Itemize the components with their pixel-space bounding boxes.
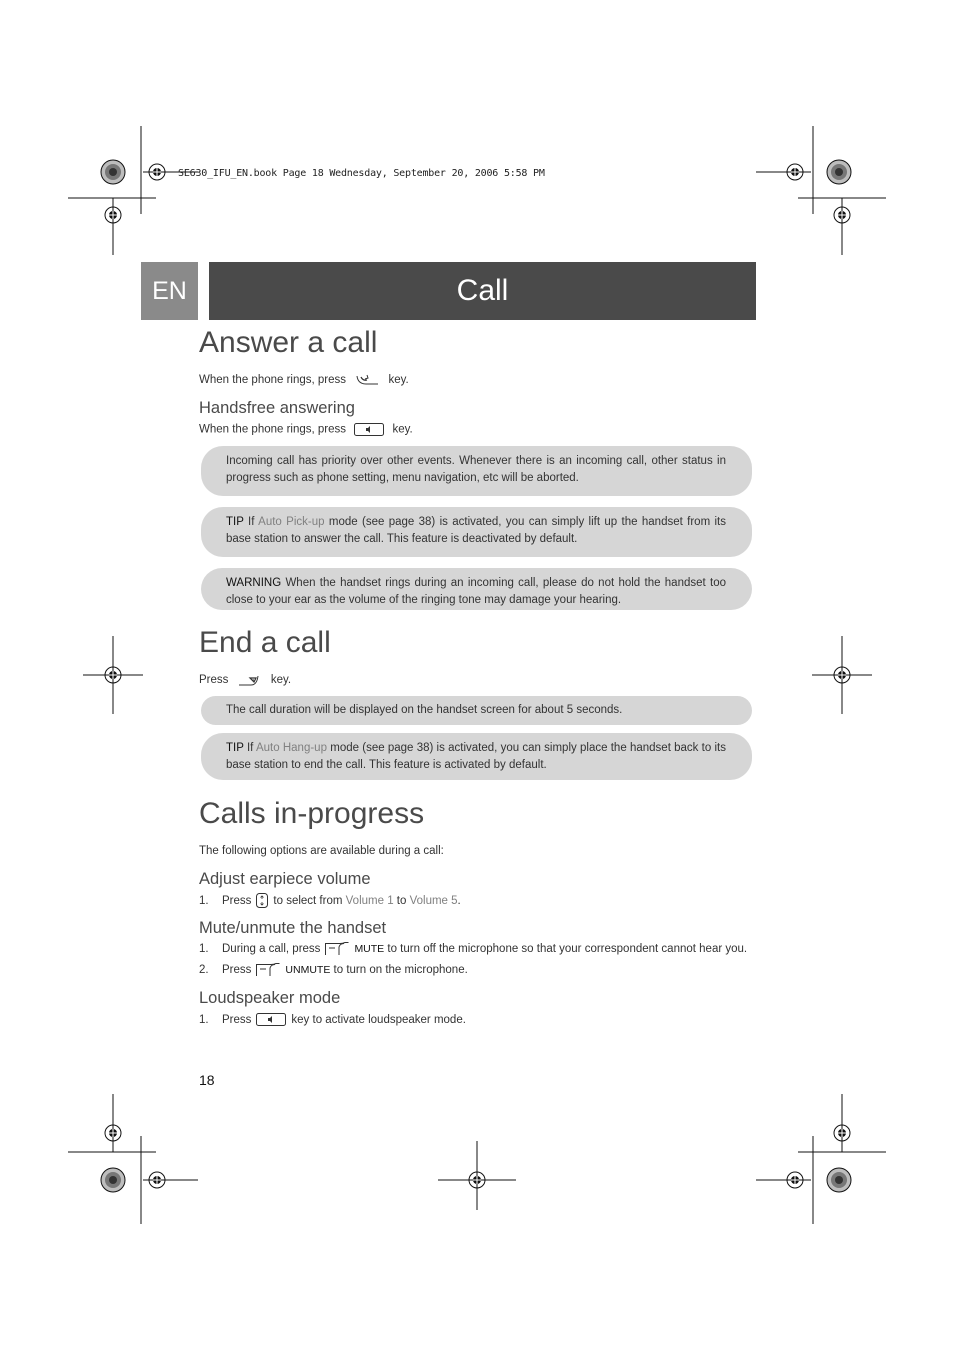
softkey-icon xyxy=(256,963,280,977)
auto-hangup-tip: TIP If Auto Hang-up mode (see page 38) is activated, you can simply place the handset back to its base station to end the call. This feature is activated by default. xyxy=(201,733,752,780)
mute-step-2: 2. Press UNMUTE to turn on the microphone. xyxy=(199,964,468,976)
progress-intro: The following options are available during a call: xyxy=(199,845,444,857)
ringing-warning: WARNING When the handset rings during an incoming call, please do not hold the handset too close to your ear as the volume of the ringing tone may damage your hearing. xyxy=(201,568,752,610)
print-slug: SE630_IFU_EN.book Page 18 Wednesday, September 20, 2006 5:58 PM xyxy=(178,168,545,179)
page-number: 18 xyxy=(199,1072,215,1088)
end-section-title: End a call xyxy=(199,626,331,659)
answer-section-title: Answer a call xyxy=(199,326,378,359)
volume-step: 1. Press to select from Volume 1 to Volume 5 . xyxy=(199,894,461,907)
softkey-icon xyxy=(325,942,349,956)
answer-instruction: When the phone rings, press key. xyxy=(199,374,409,387)
loudspeaker-title: Loudspeaker mode xyxy=(199,989,341,1007)
volume-key-icon xyxy=(256,893,268,908)
handsfree-title: Handsfree answering xyxy=(199,399,355,417)
speaker-key-icon xyxy=(354,423,384,436)
language-tab: EN xyxy=(141,262,198,320)
talk-key-icon xyxy=(354,373,380,387)
speaker-key-icon xyxy=(256,1013,286,1026)
priority-note: Incoming call has priority over other events. Whenever there is an incoming call, other status in progress such as phone setting, menu navigation, etc will be aborted. xyxy=(201,446,752,496)
volume-title: Adjust earpiece volume xyxy=(199,870,371,888)
end-instruction: Press key. xyxy=(199,674,292,687)
mute-title: Mute/unmute the handset xyxy=(199,919,387,937)
handsfree-instruction: When the phone rings, press key. xyxy=(199,423,413,436)
loudspeaker-step: 1. Press key to activate loudspeaker mode. xyxy=(199,1013,466,1026)
call-duration-note: The call duration will be displayed on the handset screen for about 5 seconds. xyxy=(201,696,752,725)
auto-pickup-tip: TIP If Auto Pick-up mode (see page 38) is activated, you can simply lift up the handset from its base station to answer the call. This feature is deactivated by default. xyxy=(201,507,752,557)
end-key-icon xyxy=(237,673,263,687)
chapter-title: Call xyxy=(209,262,756,320)
progress-section-title: Calls in-progress xyxy=(199,797,425,830)
mute-step-1: 1. During a call, press MUTE to turn off the microphone so that your correspondent cannot hear you. xyxy=(199,943,748,955)
